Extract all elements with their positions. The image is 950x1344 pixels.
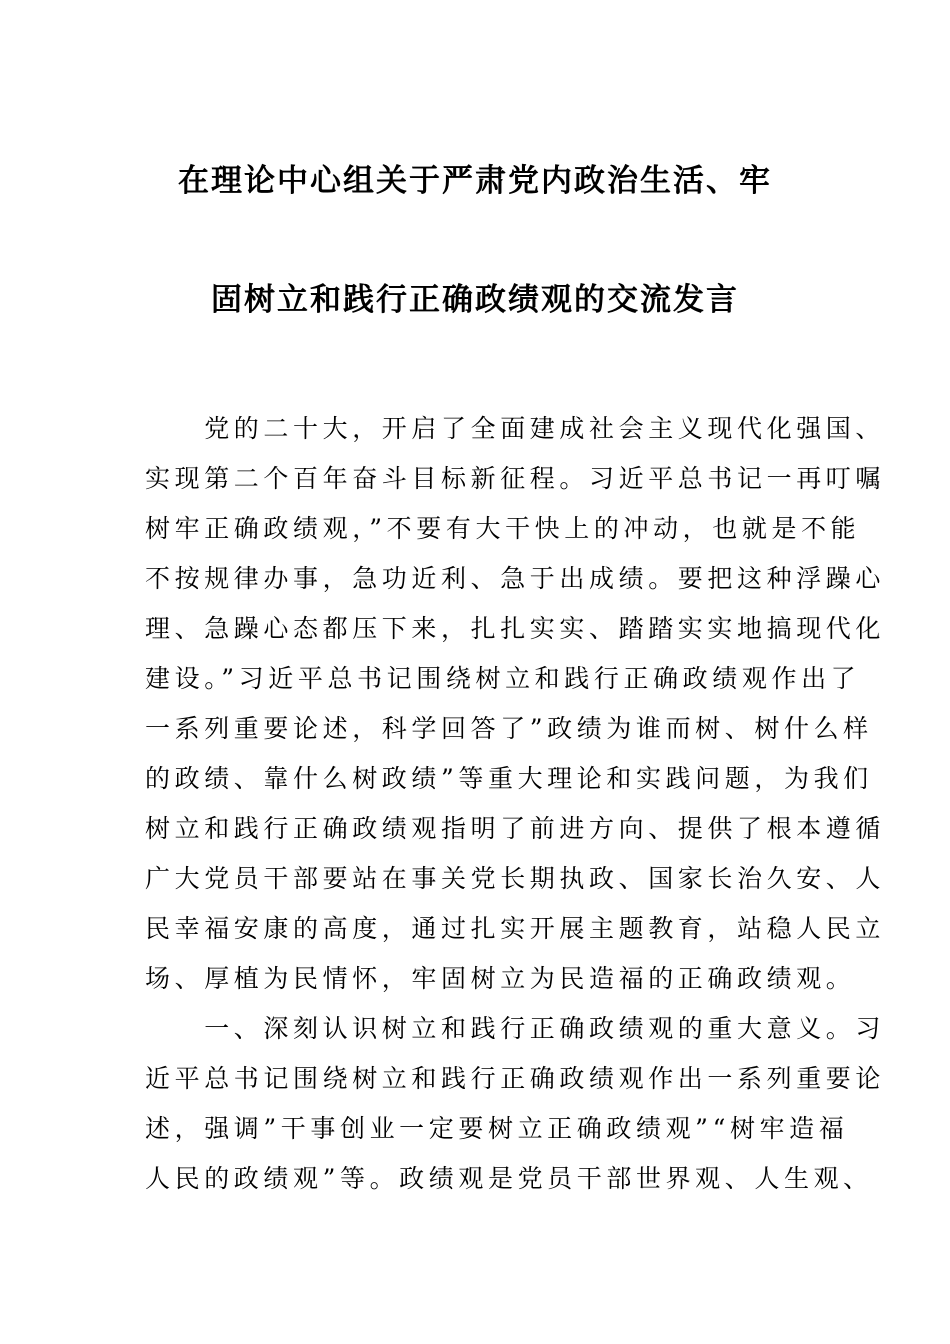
- body-line: 理、急躁心态都压下来，扎扎实实、踏踏实实地搞现代化: [145, 614, 886, 643]
- body-line: 树牢正确政绩观，”不要有大干快上的冲动，也就是不能: [145, 514, 861, 543]
- body-line: 述，强调”干事创业一定要树立正确政绩观”“树牢造福: [145, 1114, 849, 1143]
- body-line: 不按规律办事，急功近利、急于出成绩。要把这种浮躁心: [145, 564, 886, 593]
- body-line: 民幸福安康的高度，通过扎实开展主题教育，站稳人民立: [145, 914, 886, 943]
- body-line: 树立和践行正确政绩观指明了前进方向、提供了根本遵循: [145, 814, 886, 843]
- body-line: 一、深刻认识树立和践行正确政绩观的重大意义。习: [145, 1014, 886, 1043]
- body-line: 广大党员干部要站在事关党长期执政、国家长治久安、人: [145, 864, 886, 893]
- body-line: 一系列重要论述，科学回答了”政绩为谁而树、树什么样: [145, 714, 873, 743]
- document-title-line-2: 固树立和践行正确政绩观的交流发言: [211, 282, 739, 318]
- document-title-line-1: 在理论中心组关于严肃党内政治生活、牢: [178, 163, 772, 199]
- body-line: 场、厚植为民情怀，牢固树立为民造福的正确政绩观。: [145, 964, 856, 993]
- body-line: 人民的政绩观”等。政绩观是党员干部世界观、人生观、: [145, 1164, 873, 1193]
- body-line: 近平总书记围绕树立和践行正确政绩观作出一系列重要论: [145, 1064, 886, 1093]
- body-line: 的政绩、靠什么树政绩”等重大理论和实践问题，为我们: [145, 764, 873, 793]
- body-line: 建设。”习近平总书记围绕树立和践行正确政绩观作出了: [145, 664, 861, 693]
- body-line: 党的二十大，开启了全面建成社会主义现代化强国、: [145, 414, 886, 443]
- body-line: 实现第二个百年奋斗目标新征程。习近平总书记一再叮嘱: [145, 464, 886, 493]
